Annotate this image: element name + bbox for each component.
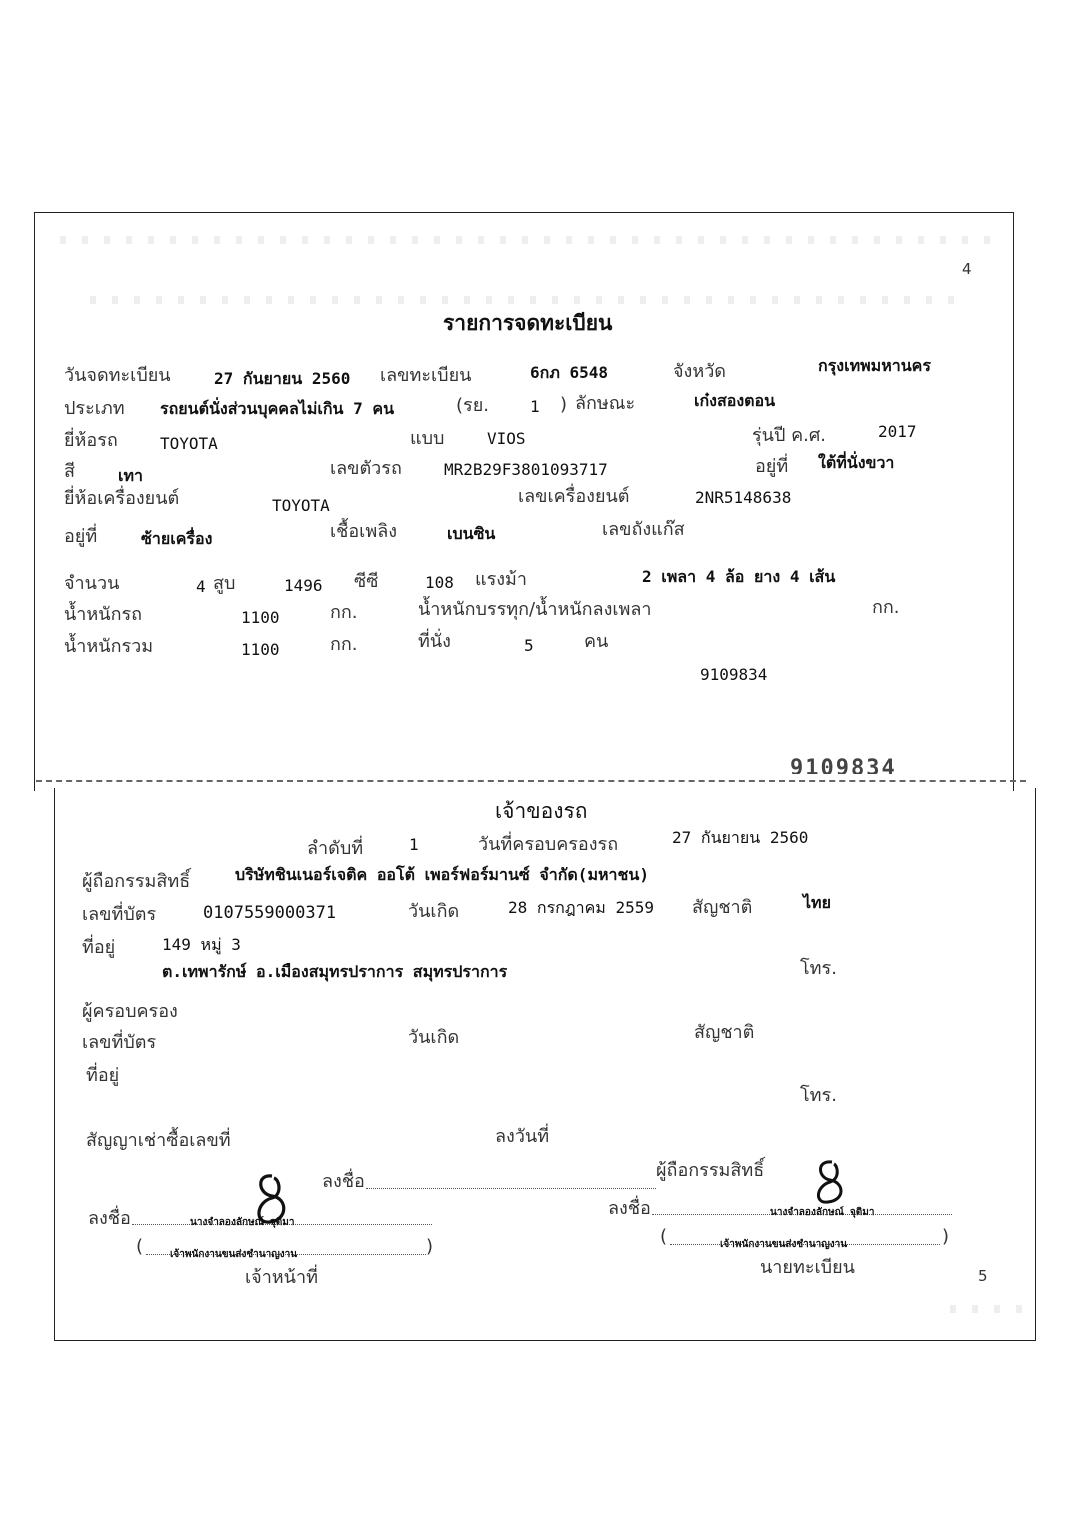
year-value: 2017 <box>878 422 917 441</box>
bleed-through-texture <box>950 1305 1030 1313</box>
total-weight-value: 1100 <box>241 640 280 659</box>
total-weight-unit: กก. <box>330 634 358 655</box>
holder-nationality-value: ไทย <box>803 893 831 912</box>
holder-id-value: 0107559000371 <box>203 903 337 923</box>
holder-birth-value: 28 กรกฎาคม 2559 <box>508 898 655 917</box>
owner-title: เจ้าของรถ <box>495 799 588 823</box>
seats-label: ที่นั่ง <box>418 631 451 652</box>
engine-number-label: เลขเครื่องยนต์ <box>518 486 630 507</box>
possessor-birth-label: วันเกิด <box>408 1027 460 1048</box>
officer-sign-label: ลงชื่อ <box>88 1208 131 1229</box>
cc-unit: ซีซี <box>354 571 379 592</box>
holder-address-line2: ต.เทพารักษ์ อ.เมืองสมุทรปราการ สมุทรปราการ <box>162 962 508 981</box>
engine-number-value: 2NR5148638 <box>695 488 792 507</box>
officer-name: นางจำลองลักษณ์ จุติมา <box>190 1217 295 1228</box>
engine-brand-label: ยี่ห้อเครื่องยนต์ <box>64 488 180 509</box>
quantity-label: จำนวน <box>64 573 120 594</box>
officer-paren-close: ) <box>426 1236 434 1257</box>
cc-value: 1496 <box>284 576 323 595</box>
registrar-signature-mark <box>806 1158 852 1208</box>
province-label: จังหวัด <box>673 361 726 382</box>
code-label-open: (รย. <box>456 395 489 416</box>
holder-sign-role: ผู้ถือกรรมสิทธิ์ <box>656 1160 765 1181</box>
province-value: กรุงเทพมหานคร <box>818 356 931 375</box>
registrar-sign-label: ลงชื่อ <box>608 1198 651 1219</box>
code-value: 1 <box>530 397 540 416</box>
vehicle-weight-label: น้ำหนักรถ <box>64 604 143 625</box>
holder-sign-dotted-line <box>366 1188 656 1189</box>
fuel-value: เบนซิน <box>447 524 496 543</box>
holder-value: บริษัทชินเนอร์เจติค ออโต้ เพอร์ฟอร์มานซ์ จำกัด(มหาชน) <box>235 865 649 884</box>
holder-address-line1: 149 หมู่ 3 <box>162 935 241 954</box>
holder-nationality-label: สัญชาติ <box>692 897 753 918</box>
chassis-location-value: ใต้ที่นั่งขวา <box>818 453 895 472</box>
vehicle-weight-unit: กก. <box>330 602 358 623</box>
horsepower-unit: แรงม้า <box>475 569 528 590</box>
registrar-paren-close: ) <box>942 1226 950 1247</box>
total-weight-label: น้ำหนักรวม <box>64 636 154 657</box>
registration-title: รายการจดทะเบียน <box>443 311 613 335</box>
code-label-close: ) <box>560 394 568 415</box>
officer-paren-open: ( <box>136 1236 144 1257</box>
lease-contract-label: สัญญาเช่าซื้อเลขที่ <box>86 1130 231 1151</box>
officer-role: เจ้าหน้าที่ <box>245 1267 318 1288</box>
page-fold-line <box>36 780 1026 782</box>
order-label: ลำดับที่ <box>307 838 364 859</box>
fuel-label: เชื้อเพลิง <box>330 521 398 542</box>
form-serial-number: 9109834 <box>700 665 768 684</box>
officer-title-text: เจ้าพนักงานขนส่งชำนาญงาน <box>170 1249 298 1260</box>
color-value: เทา <box>118 466 143 485</box>
brand-value: TOYOTA <box>160 434 218 453</box>
load-weight-unit: กก. <box>872 597 900 618</box>
model-value: VIOS <box>487 429 526 448</box>
seats-unit: คน <box>584 631 609 652</box>
axle-wheel-tire-text: 2 เพลา 4 ล้อ ยาง 4 เส้น <box>642 567 836 586</box>
holder-phone-label: โทร. <box>800 958 837 979</box>
seats-value: 5 <box>524 636 534 655</box>
cylinder-unit: สูบ <box>213 573 236 594</box>
model-label: แบบ <box>410 428 445 449</box>
gas-tank-label: เลขถังแก๊ส <box>602 519 685 540</box>
registrar-paren-open: ( <box>660 1226 668 1247</box>
type-value: รถยนต์นั่งส่วนบุคคลไม่เกิน 7 คน <box>160 399 395 418</box>
plate-label: เลขทะเบียน <box>380 365 472 386</box>
possessor-label: ผู้ครอบครอง <box>82 1001 178 1022</box>
possession-date-value: 27 กันยายน 2560 <box>672 828 809 847</box>
year-label: รุ่นปี ค.ศ. <box>752 425 827 446</box>
bleed-through-texture <box>90 296 970 304</box>
page-number-bottom: 5 <box>978 1267 988 1285</box>
holder-address-label: ที่อยู่ <box>82 937 116 958</box>
engine-brand-value: TOYOTA <box>272 496 330 515</box>
load-weight-label: น้ำหนักบรรทุก/น้ำหนักลงเพลา <box>418 599 652 620</box>
holder-sign-label: ลงชื่อ <box>322 1171 365 1192</box>
possessor-nationality-label: สัญชาติ <box>694 1022 755 1043</box>
style-value: เก๋งสองตอน <box>694 391 776 410</box>
chassis-label: เลขตัวรถ <box>330 458 402 479</box>
style-label: ลักษณะ <box>575 393 636 414</box>
engine-location-value: ซ้ายเครื่อง <box>141 529 213 548</box>
order-value: 1 <box>409 835 419 854</box>
registrar-role: นายทะเบียน <box>760 1257 855 1278</box>
reg-date-value: 27 กันยายน 2560 <box>214 369 351 388</box>
cylinder-value: 4 <box>196 577 206 596</box>
registrar-title-text: เจ้าพนักงานขนส่งชำนาญงาน <box>720 1239 848 1250</box>
type-label: ประเภท <box>64 398 125 419</box>
plate-value: 6กภ 6548 <box>530 363 609 382</box>
fold-serial-number: 9109834 <box>790 758 897 774</box>
color-label: สี <box>64 461 75 482</box>
holder-id-label: เลขที่บัตร <box>82 904 157 925</box>
possession-date-label: วันที่ครอบครองรถ <box>478 834 619 855</box>
possessor-id-label: เลขที่บัตร <box>82 1032 157 1053</box>
bleed-through-texture <box>60 236 990 244</box>
chassis-location-label: อยู่ที่ <box>755 456 789 477</box>
page-number-top: 4 <box>962 260 972 278</box>
possessor-address-label: ที่อยู่ <box>86 1065 120 1086</box>
lease-date-label: ลงวันที่ <box>495 1126 550 1147</box>
engine-location-label: อยู่ที่ <box>64 526 98 547</box>
possessor-phone-label: โทร. <box>800 1085 837 1106</box>
holder-birth-label: วันเกิด <box>408 901 460 922</box>
registrar-name: นางจำลองลักษณ์ จุติมา <box>770 1207 875 1218</box>
vehicle-weight-value: 1100 <box>241 608 280 627</box>
reg-date-label: วันจดทะเบียน <box>64 365 171 386</box>
holder-label: ผู้ถือกรรมสิทธิ์ <box>82 871 191 892</box>
chassis-value: MR2B29F3801093717 <box>444 460 608 479</box>
brand-label: ยี่ห้อรถ <box>64 430 118 451</box>
horsepower-value: 108 <box>425 573 454 592</box>
